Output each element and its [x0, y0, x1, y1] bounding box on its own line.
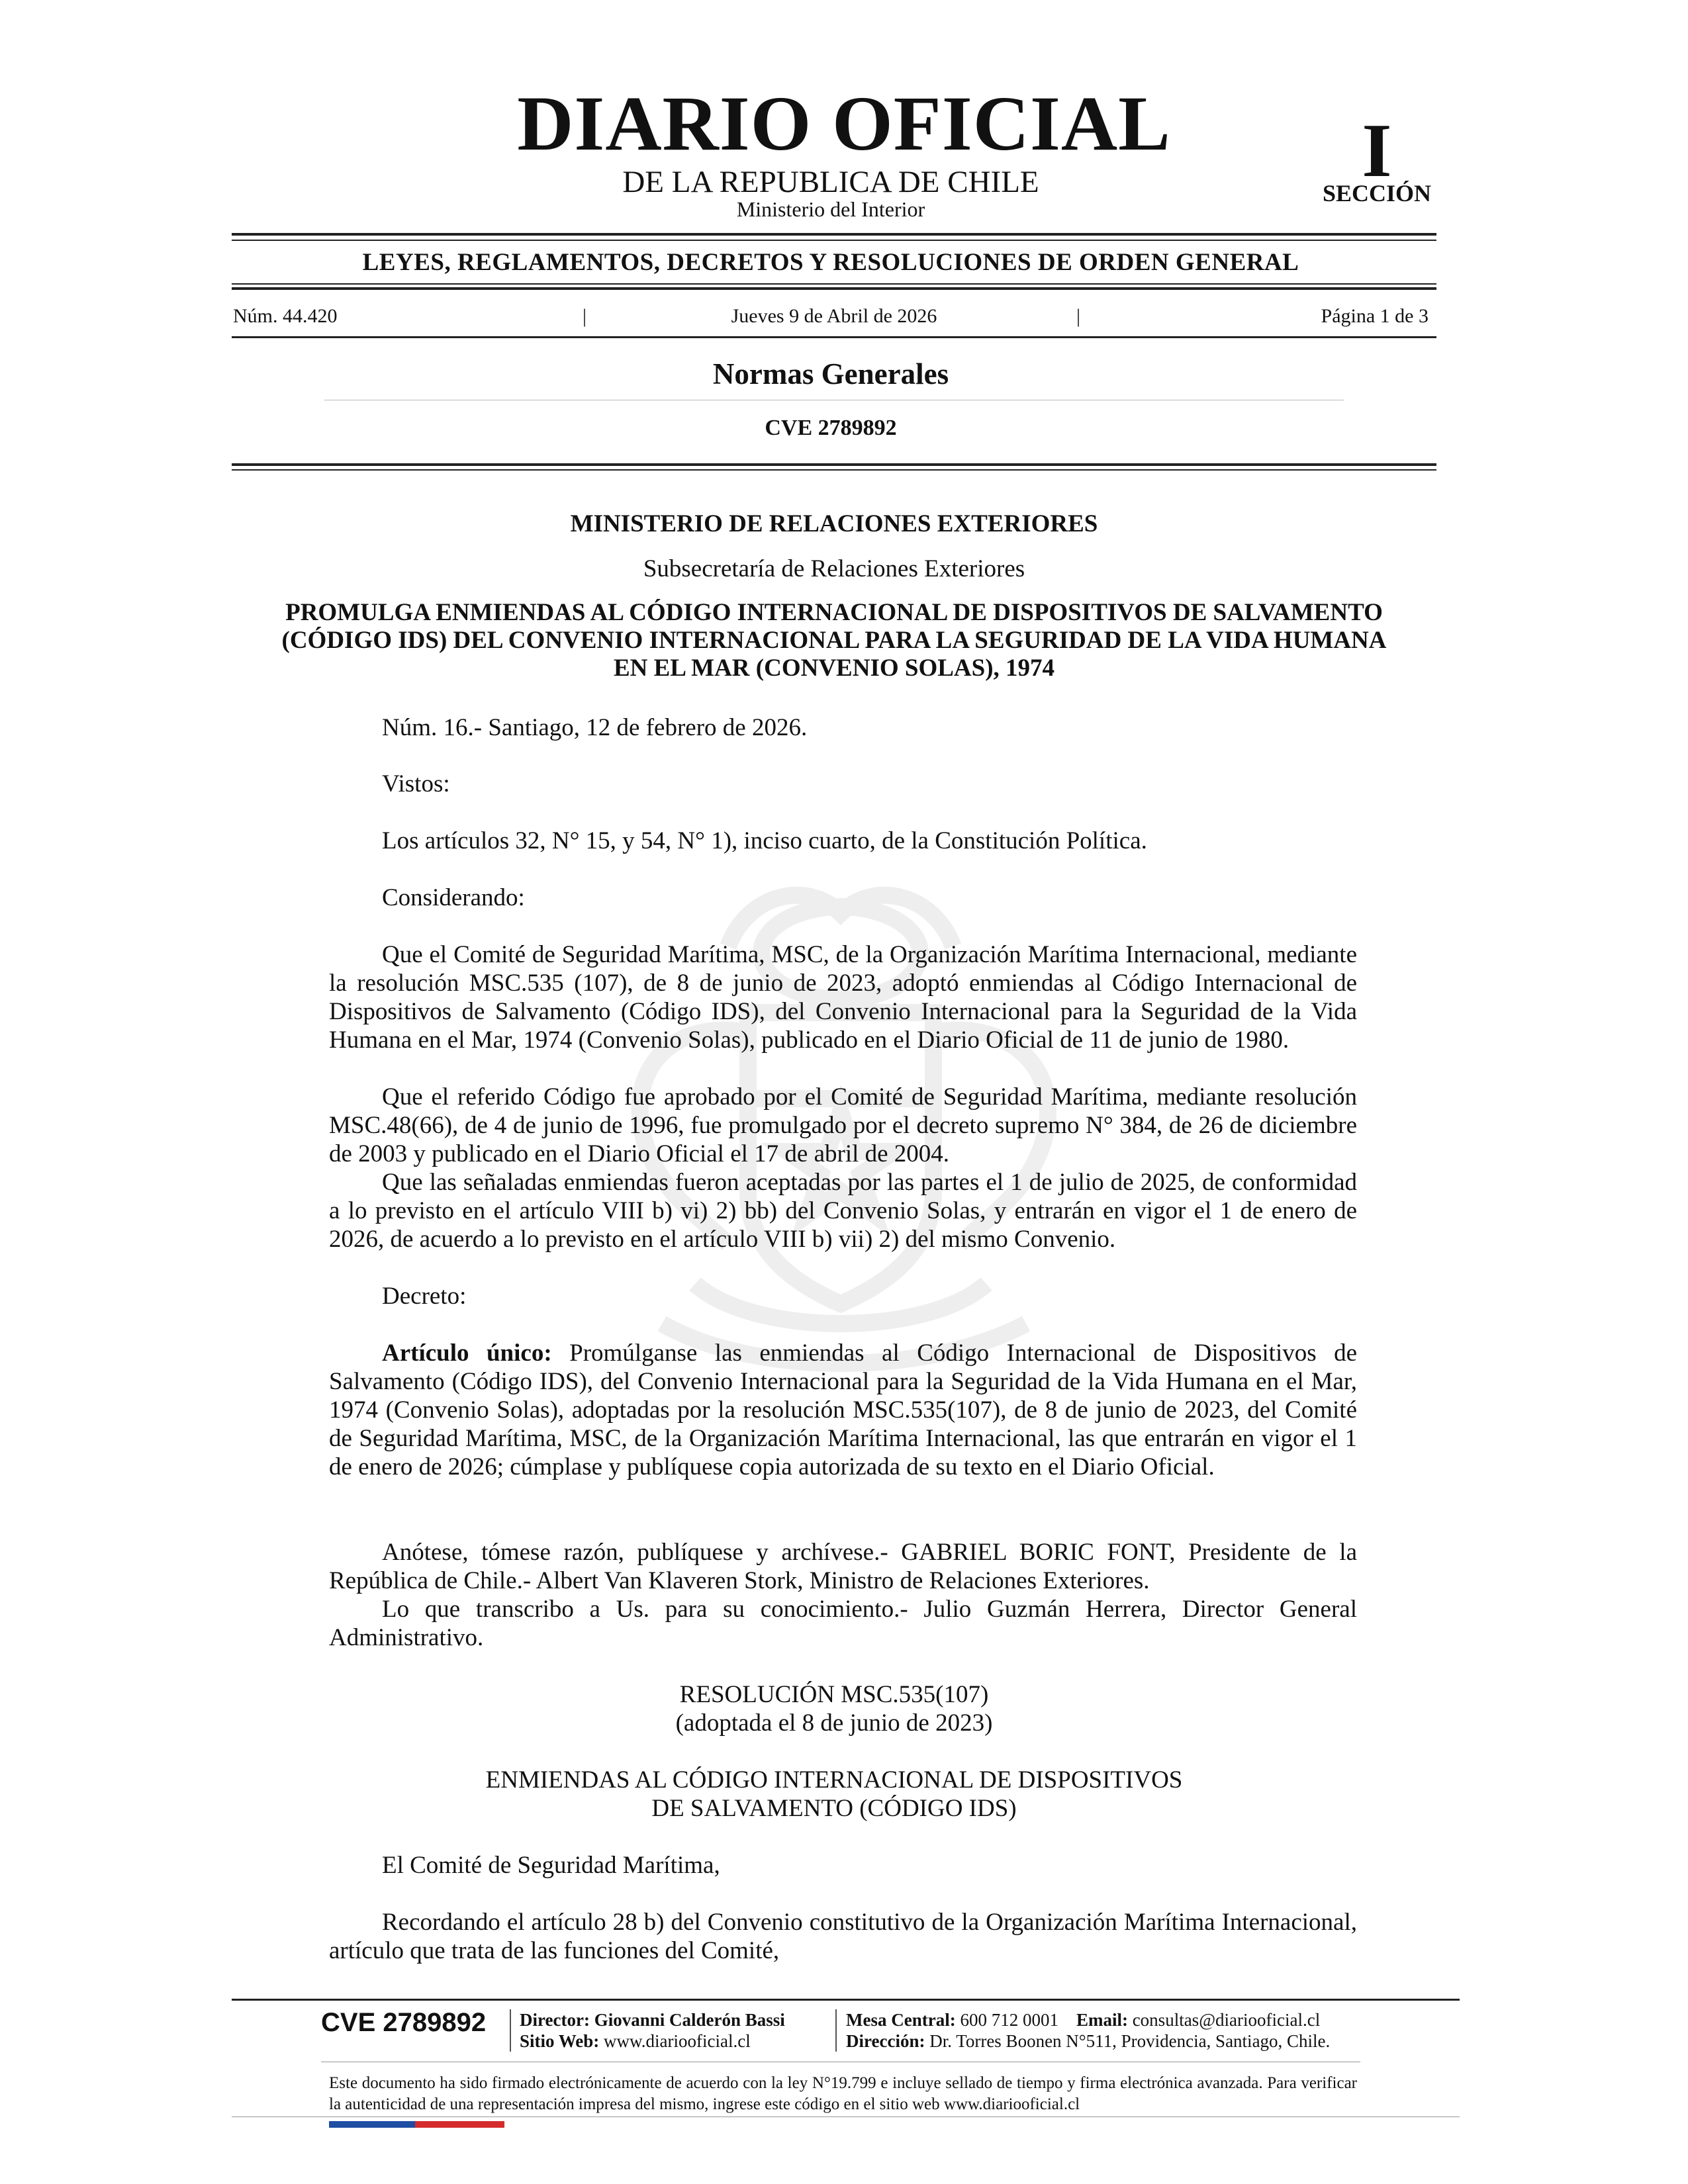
address-value: Dr. Torres Boonen N°511, Providencia, Santiago, Chile. [929, 2031, 1331, 2051]
masthead-title: DIARIO OFICIAL [517, 80, 1171, 167]
header-rule-top [232, 233, 1436, 236]
articulo-text: Promúlganse las enmiendas al Código Internacional de Dispositivos de Salvamento (Código IDS), del Convenio Internacional para la Seguridad de la Vida Humana en el Mar, 1974 (Convenio Solas), adoptadas por la resolución MSC.535(107), de 8 de junio de 2023, del Comité de Seguridad Marítima, MSC, de la Organización Marítima Internacional, las que entrarán en vigor el 1 de enero de 2026; cúmplase y publíquese copia autorizada de su texto en el Diario Oficial. [329, 1340, 1358, 1480]
subsecretaria-heading: Subsecretaría de Relaciones Exteriores [643, 555, 1025, 582]
paragraph-text: Que el referido Código fue aprobado por el Comité de Seguridad Marítima, mediante resolución MSC.48(66), de 4 de junio de 1996, fue promulgado por el decreto supremo N° 384, de 26 de diciembre de 2003 y publicado en el Diario Oficial el 17 de abril de 2004. [329, 1083, 1357, 1167]
email-label: Email: [1076, 2010, 1128, 2030]
document-title: PROMULGA ENMIENDAS AL CÓDIGO INTERNACIONAL DE DISPOSITIVOS DE SALVAMENTO (CÓDIGO IDS) DEL CONVENIO INTERNACIONAL PARA LA SEGURIDAD DE LA VIDA HUMANA EN EL MAR (CONVENIO SOLAS), 1974 [281, 599, 1387, 682]
vistos-label: Vistos: [382, 770, 450, 797]
body-rule-thin [232, 469, 1436, 471]
category-rule [232, 287, 1436, 290]
section-number: I [1362, 109, 1392, 193]
considerando-paragraph [329, 1083, 1357, 1168]
director-label: Director: [520, 2010, 590, 2030]
masthead-subtitle: DE LA REPUBLICA DE CHILE [622, 165, 1039, 199]
articulo-label: Artículo único: [382, 1340, 552, 1367]
footer-website [520, 2030, 751, 2052]
website-link[interactable]: www.diariooficial.cl [604, 2031, 751, 2051]
closing-text: Anótese, tómese razón, publíquese y archívese.- GABRIEL BORIC FONT, Presidente de la República de Chile.- Albert Van Klaveren Stork, Ministro de Relaciones Exteriores. [329, 1539, 1357, 1594]
category-line: LEYES, REGLAMENTOS, DECRETOS Y RESOLUCIONES DE ORDEN GENERAL [362, 249, 1299, 276]
articulo-unico-paragraph [329, 1339, 1357, 1481]
amendments-title: ENMIENDAS AL CÓDIGO INTERNACIONAL DE DISPOSITIVOS [485, 1766, 1183, 1794]
footer-bottom-rule [232, 2116, 1460, 2117]
section-title: Normas Generales [712, 357, 949, 390]
email-link[interactable]: consultas@diariooficial.cl [1132, 2010, 1321, 2030]
section-label: SECCIÓN [1322, 180, 1432, 206]
amendments-title: DE SALVAMENTO (CÓDIGO IDS) [651, 1795, 1017, 1822]
body-rule-thick [232, 463, 1436, 466]
paragraph-text: Que el Comité de Seguridad Marítima, MSC, de la Organización Marítima Internacional, mediante la resolución MSC.535 (107), de 8 de junio de 2023, adoptó enmiendas al Código Internacional de Dispositivos de Salvamento (Código IDS), del Convenio Internacional para la Seguridad de la Vida Humana en el Mar, 1974 (Convenio Solas), publicado en el Diario Oficial de 11 de junio de 1980. [329, 941, 1357, 1054]
mesa-value: 600 712 0001 [960, 2010, 1058, 2030]
recordando-paragraph [329, 1908, 1357, 1965]
footer-divider [835, 2009, 837, 2052]
footer-rule [232, 1999, 1460, 2001]
flag-stripe-blue [329, 2121, 415, 2128]
footer-contact [846, 2009, 1320, 2030]
cve-code: CVE 2789892 [765, 416, 897, 440]
paragraph-text: Que las señaladas enmiendas fueron aceptadas por las partes el 1 de julio de 2025, de conformidad a lo previsto en el artículo VIII b) vi) 2) bb) del Convenio Solas, y entrarán en vigor el 1 de enero de 2026, de acuerdo a lo previsto en el artículo VIII b) vii) 2) del mismo Convenio. [329, 1169, 1357, 1253]
resolution-adopted: (adoptada el 8 de junio de 2023) [675, 1709, 993, 1737]
page-indicator: Página 1 de 3 [1321, 305, 1429, 327]
footer-divider [510, 2009, 511, 2052]
flag-stripe-red [415, 2121, 504, 2128]
website-label: Sitio Web: [520, 2031, 600, 2051]
closing-paragraph [329, 1538, 1357, 1595]
mesa-label: Mesa Central: [846, 2010, 956, 2030]
director-name: Giovanni Calderón Bassi [594, 2010, 785, 2030]
ministry-heading: MINISTERIO DE RELACIONES EXTERIORES [570, 510, 1098, 537]
considerando-label: Considerando: [382, 884, 525, 911]
header-rule-top-thin [232, 240, 1436, 241]
masthead-ministry: Ministerio del Interior [736, 197, 925, 221]
issue-separator: | [583, 305, 587, 327]
address-label: Dirección: [846, 2031, 925, 2051]
considerando-paragraph [329, 940, 1357, 1054]
decree-number-place: Núm. 16.- Santiago, 12 de febrero de 2026. [382, 714, 808, 741]
issue-separator: | [1076, 305, 1081, 327]
recordando-text: Recordando el artículo 28 b) del Convenio constitutivo de la Organización Marítima Internacional, artículo que trata de las funciones del Comité, [329, 1909, 1357, 1964]
committee-line: El Comité de Seguridad Marítima, [382, 1852, 720, 1879]
issue-date: Jueves 9 de Abril de 2026 [731, 305, 937, 327]
transcription-text: Lo que transcribo a Us. para su conocimiento.- Julio Guzmán Herrera, Director General Administrativo. [329, 1596, 1357, 1651]
issue-number: Núm. 44.420 [233, 305, 338, 327]
vistos-text: Los artículos 32, N° 15, y 54, N° 1), inciso cuarto, de la Constitución Política. [382, 827, 1147, 854]
resolution-title: RESOLUCIÓN MSC.535(107) [679, 1681, 989, 1708]
footer-cve: CVE 2789892 [321, 2008, 487, 2037]
transcription-paragraph [329, 1595, 1357, 1652]
considerando-paragraph [329, 1168, 1357, 1253]
footer-address [846, 2030, 1330, 2052]
issue-rule [232, 336, 1436, 338]
footer-director [520, 2009, 785, 2030]
footer-legal-notice: Este documento ha sido firmado electrónicamente de acuerdo con la ley N°19.799 e incluye sellado de tiempo y firma electrónica avanzada. Para verificar la autenticidad de una representación impresa del mismo, ingrese este código en el sitio web www.diariooficial.cl [329, 2074, 1357, 2113]
decreto-label: Decreto: [382, 1283, 467, 1310]
category-rule-thin [232, 283, 1436, 285]
